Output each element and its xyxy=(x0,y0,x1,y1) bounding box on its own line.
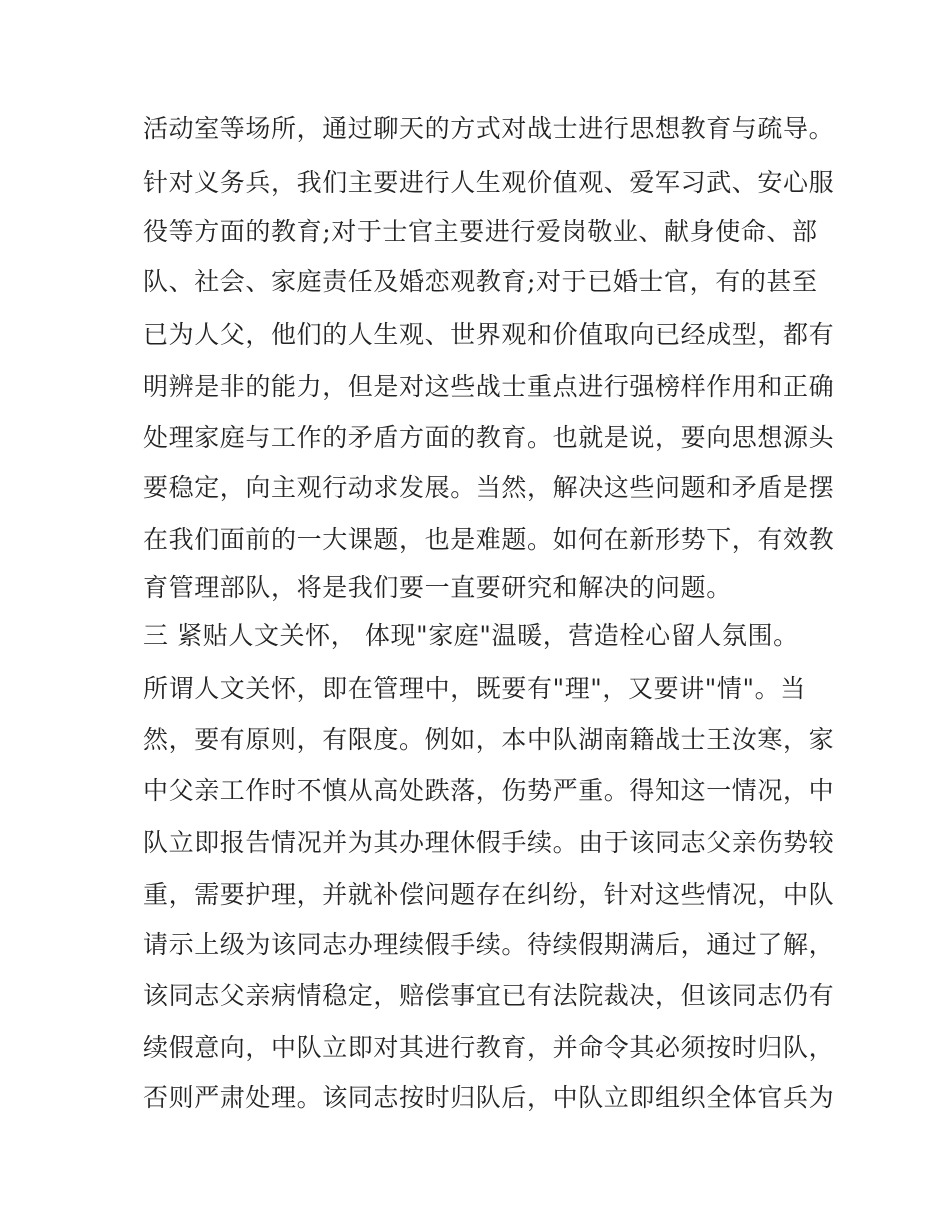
text-line: 然，要有原则，有限度。例如，本中队湖南籍战士王汝寒，家 xyxy=(143,725,835,754)
text-line: 活动室等场所，通过聊天的方式对战士进行思想教育与疏导。 xyxy=(143,114,835,143)
text-line: 请示上级为该同志办理续假手续。待续假期满后，通过了解， xyxy=(143,930,835,959)
text-line: 役等方面的教育;对于士官主要进行爱岗敬业、献身使命、部 xyxy=(143,217,818,246)
text-line: 中父亲工作时不慎从高处跌落，伤势严重。得知这一情况，中 xyxy=(143,776,835,805)
text-line: 在我们面前的一大课题，也是难题。如何在新形势下，有效教 xyxy=(143,525,835,554)
text-line: 所谓人文关怀，即在管理中，既要有"理"，又要讲"情"。当 xyxy=(143,674,806,703)
text-line: 已为人父，他们的人生观、世界观和价值取向已经成型，都有 xyxy=(143,320,835,349)
section-heading: 三 紧贴人文关怀， 体现"家庭"温暖，营造栓心留人氛围。 xyxy=(143,621,799,650)
text-line: 该同志父亲病情稳定，赔偿事宜已有法院裁决，但该同志仍有 xyxy=(143,981,835,1010)
text-line: 否则严肃处理。该同志按时归队后，中队立即组织全体官兵为 xyxy=(143,1083,835,1112)
text-line: 队、社会、家庭责任及婚恋观教育;对于已婚士官，有的甚至 xyxy=(143,267,818,296)
text-line: 重，需要护理，并就补偿问题存在纠纷，针对这些情况，中队 xyxy=(143,880,835,909)
text-line: 续假意向，中队立即对其进行教育，并命令其必须按时归队， xyxy=(143,1033,835,1062)
text-line: 队立即报告情况并为其办理休假手续。由于该同志父亲伤势较 xyxy=(143,828,835,857)
text-line: 育管理部队，将是我们要一直要研究和解决的问题。 xyxy=(143,573,732,602)
text-line: 针对义务兵，我们主要进行人生观价值观、爱军习武、安心服 xyxy=(143,168,835,197)
text-line: 处理家庭与工作的矛盾方面的教育。也就是说，要向思想源头 xyxy=(143,423,835,452)
text-line: 明辨是非的能力，但是对这些战士重点进行强榜样作用和正确 xyxy=(143,372,835,401)
text-line xyxy=(143,1130,843,1170)
text-line: 要稳定，向主观行动求发展。当然，解决这些问题和矛盾是摆 xyxy=(143,473,835,502)
